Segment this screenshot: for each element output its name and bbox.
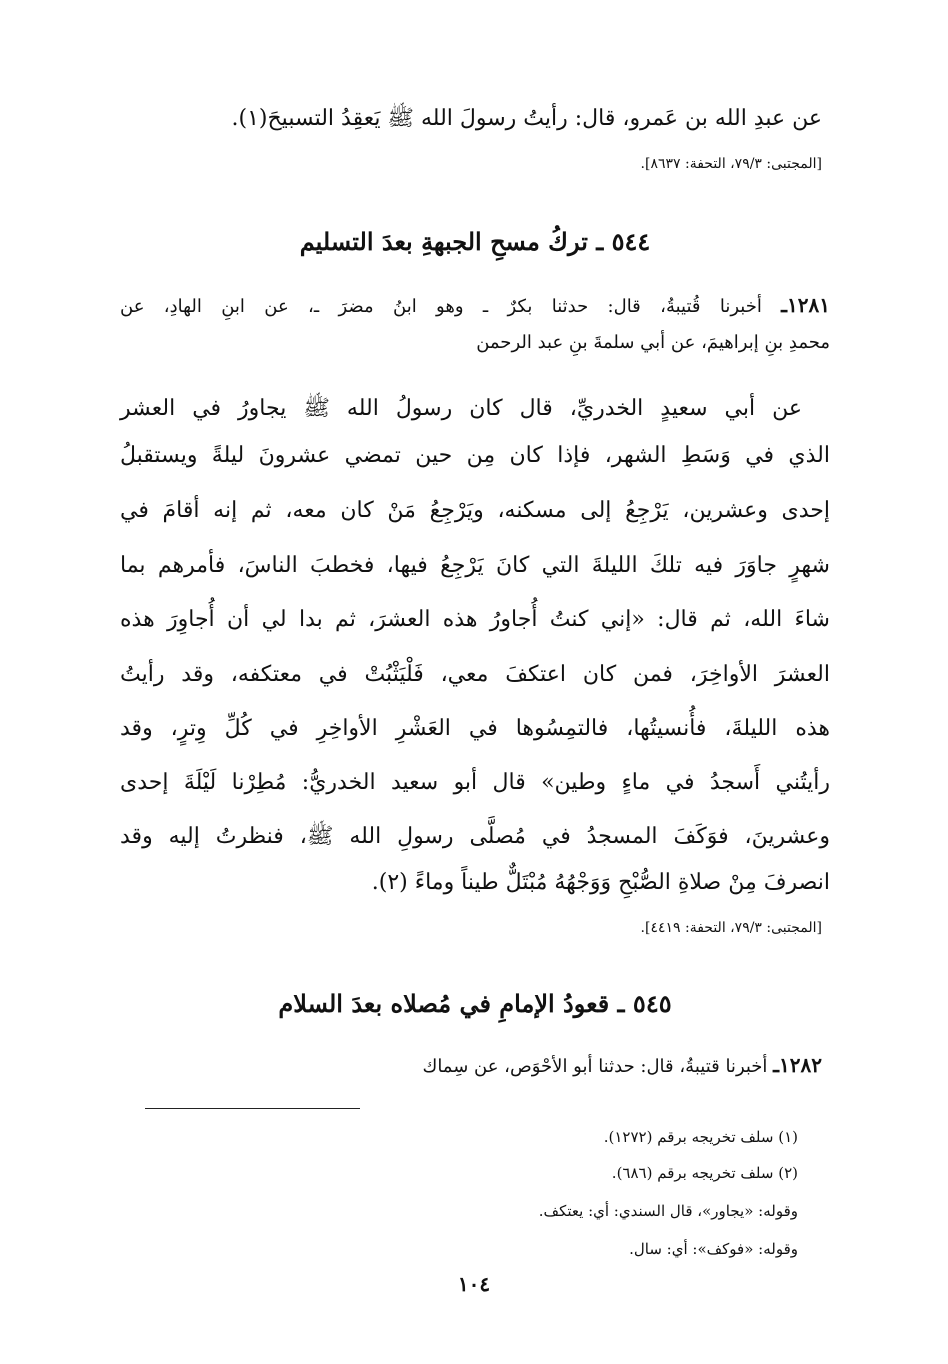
isnad-text: أخبرنا قُتيبةُ، قال: حدثنا بكرٌ ـ وهو ابنُ مضرَ ـ، عن ابنِ الهادِ، عن (120, 296, 762, 317)
chapter-heading: ٥٤٥ ـ قعودُ الإمامِ في مُصلاه بعدَ السلام (278, 989, 672, 1018)
hadith-number: ١٢٨٢ـ (773, 1053, 822, 1077)
hadith-text-line: عن عبدِ الله بن عَمرو، قال: رأيتُ رسولَ الله ﷺ يَعقِدُ التسبيحَ(١). (231, 106, 822, 131)
isnad-line (120, 1052, 822, 1080)
matn-line: وعشرينَ، فوَكَفَ المسجدُ في مُصلَّى رسولِ الله ﷺ، فنظرتُ إليه وقد (120, 824, 830, 849)
footnote: (٢) سلف تخريجه برقم (٦٨٦). (611, 1164, 798, 1182)
isnad-text: أخبرنا قتيبةُ، قال: حدثنا أبو الأحْوَص، عن سِماك (422, 1056, 768, 1077)
isnad-line (120, 292, 830, 320)
footnote-separator (145, 1108, 360, 1109)
matn-line: الذي في وَسَطِ الشهر، فإذا كان مِن حين تمضي عشرونَ ليلةً ويستقبلُ (120, 443, 830, 468)
matn-line: شهرٍ جاوَرَ فيه تلكَ الليلةَ التي كانَ يَرْجِعُ فيها، فخطبَ الناسَ، فأمرهم بما (120, 553, 830, 578)
reference-note: [المجتبى: ٧٩/٣، التحفة: ٨٦٣٧]. (640, 156, 822, 172)
matn-line: هذه الليلةَ، فأُنسيتُها، فالتمِسُوها في العَشْرِ الأواخِرِ في كُلِّ وِترٍ، وقد (120, 716, 830, 741)
footnote: وقوله: «يجاور»، قال السندي: أي: يعتكف. (538, 1202, 798, 1220)
isnad-line: محمدِ بنِ إبراهيمَ، عن أبي سلمةَ بنِ عبد الرحمن (476, 332, 830, 353)
reference-note: [المجتبى: ٧٩/٣، التحفة: ٤٤١٩]. (640, 920, 822, 936)
footnote: وقوله: «فوكف»: أي: سال. (629, 1240, 798, 1258)
book-page (120, 0, 830, 1364)
matn-line: شاءَ الله، ثم قال: «إني كنتُ أُجاورُ هذه العشرَ، ثم بدا لي أن أُجاوِرَ هذه (120, 607, 830, 632)
footnote: (١) سلف تخريجه برقم (١٢٧٢). (603, 1128, 798, 1146)
matn-line: رأيتُني أَسجدُ في ماءٍ وطين» قال أبو سعيد الخدريُّ: مُطِرْنا لَيْلَةَ إحدى (120, 770, 830, 795)
matn-line: إحدى وعشرين، يَرْجِعُ إلى مسكنه، ويَرْجِعُ مَنْ كان معه، ثم إنه أقامَ في (120, 498, 830, 523)
page-number: ١٠٤ (457, 1272, 491, 1296)
matn-line: عن أبي سعيدٍ الخدريِّ، قال كان رسولُ الله ﷺ يجاورُ في العشر (120, 396, 802, 421)
chapter-heading: ٥٤٤ ـ تركُ مسحِ الجبهةِ بعدَ التسليم (299, 227, 651, 256)
matn-line: انصرفَ مِنْ صلاةِ الصُّبْحِ وَوَجْهُهُ مُبْتَلٌّ طيناً وماءً (٢). (371, 870, 830, 895)
hadith-number: ١٢٨١ـ (781, 293, 830, 317)
matn-line: العشرَ الأواخِرَ، فمن كان اعتكفَ معي، فَلْيَثْبُتْ في معتكفه، وقد رأيتُ (120, 662, 830, 687)
